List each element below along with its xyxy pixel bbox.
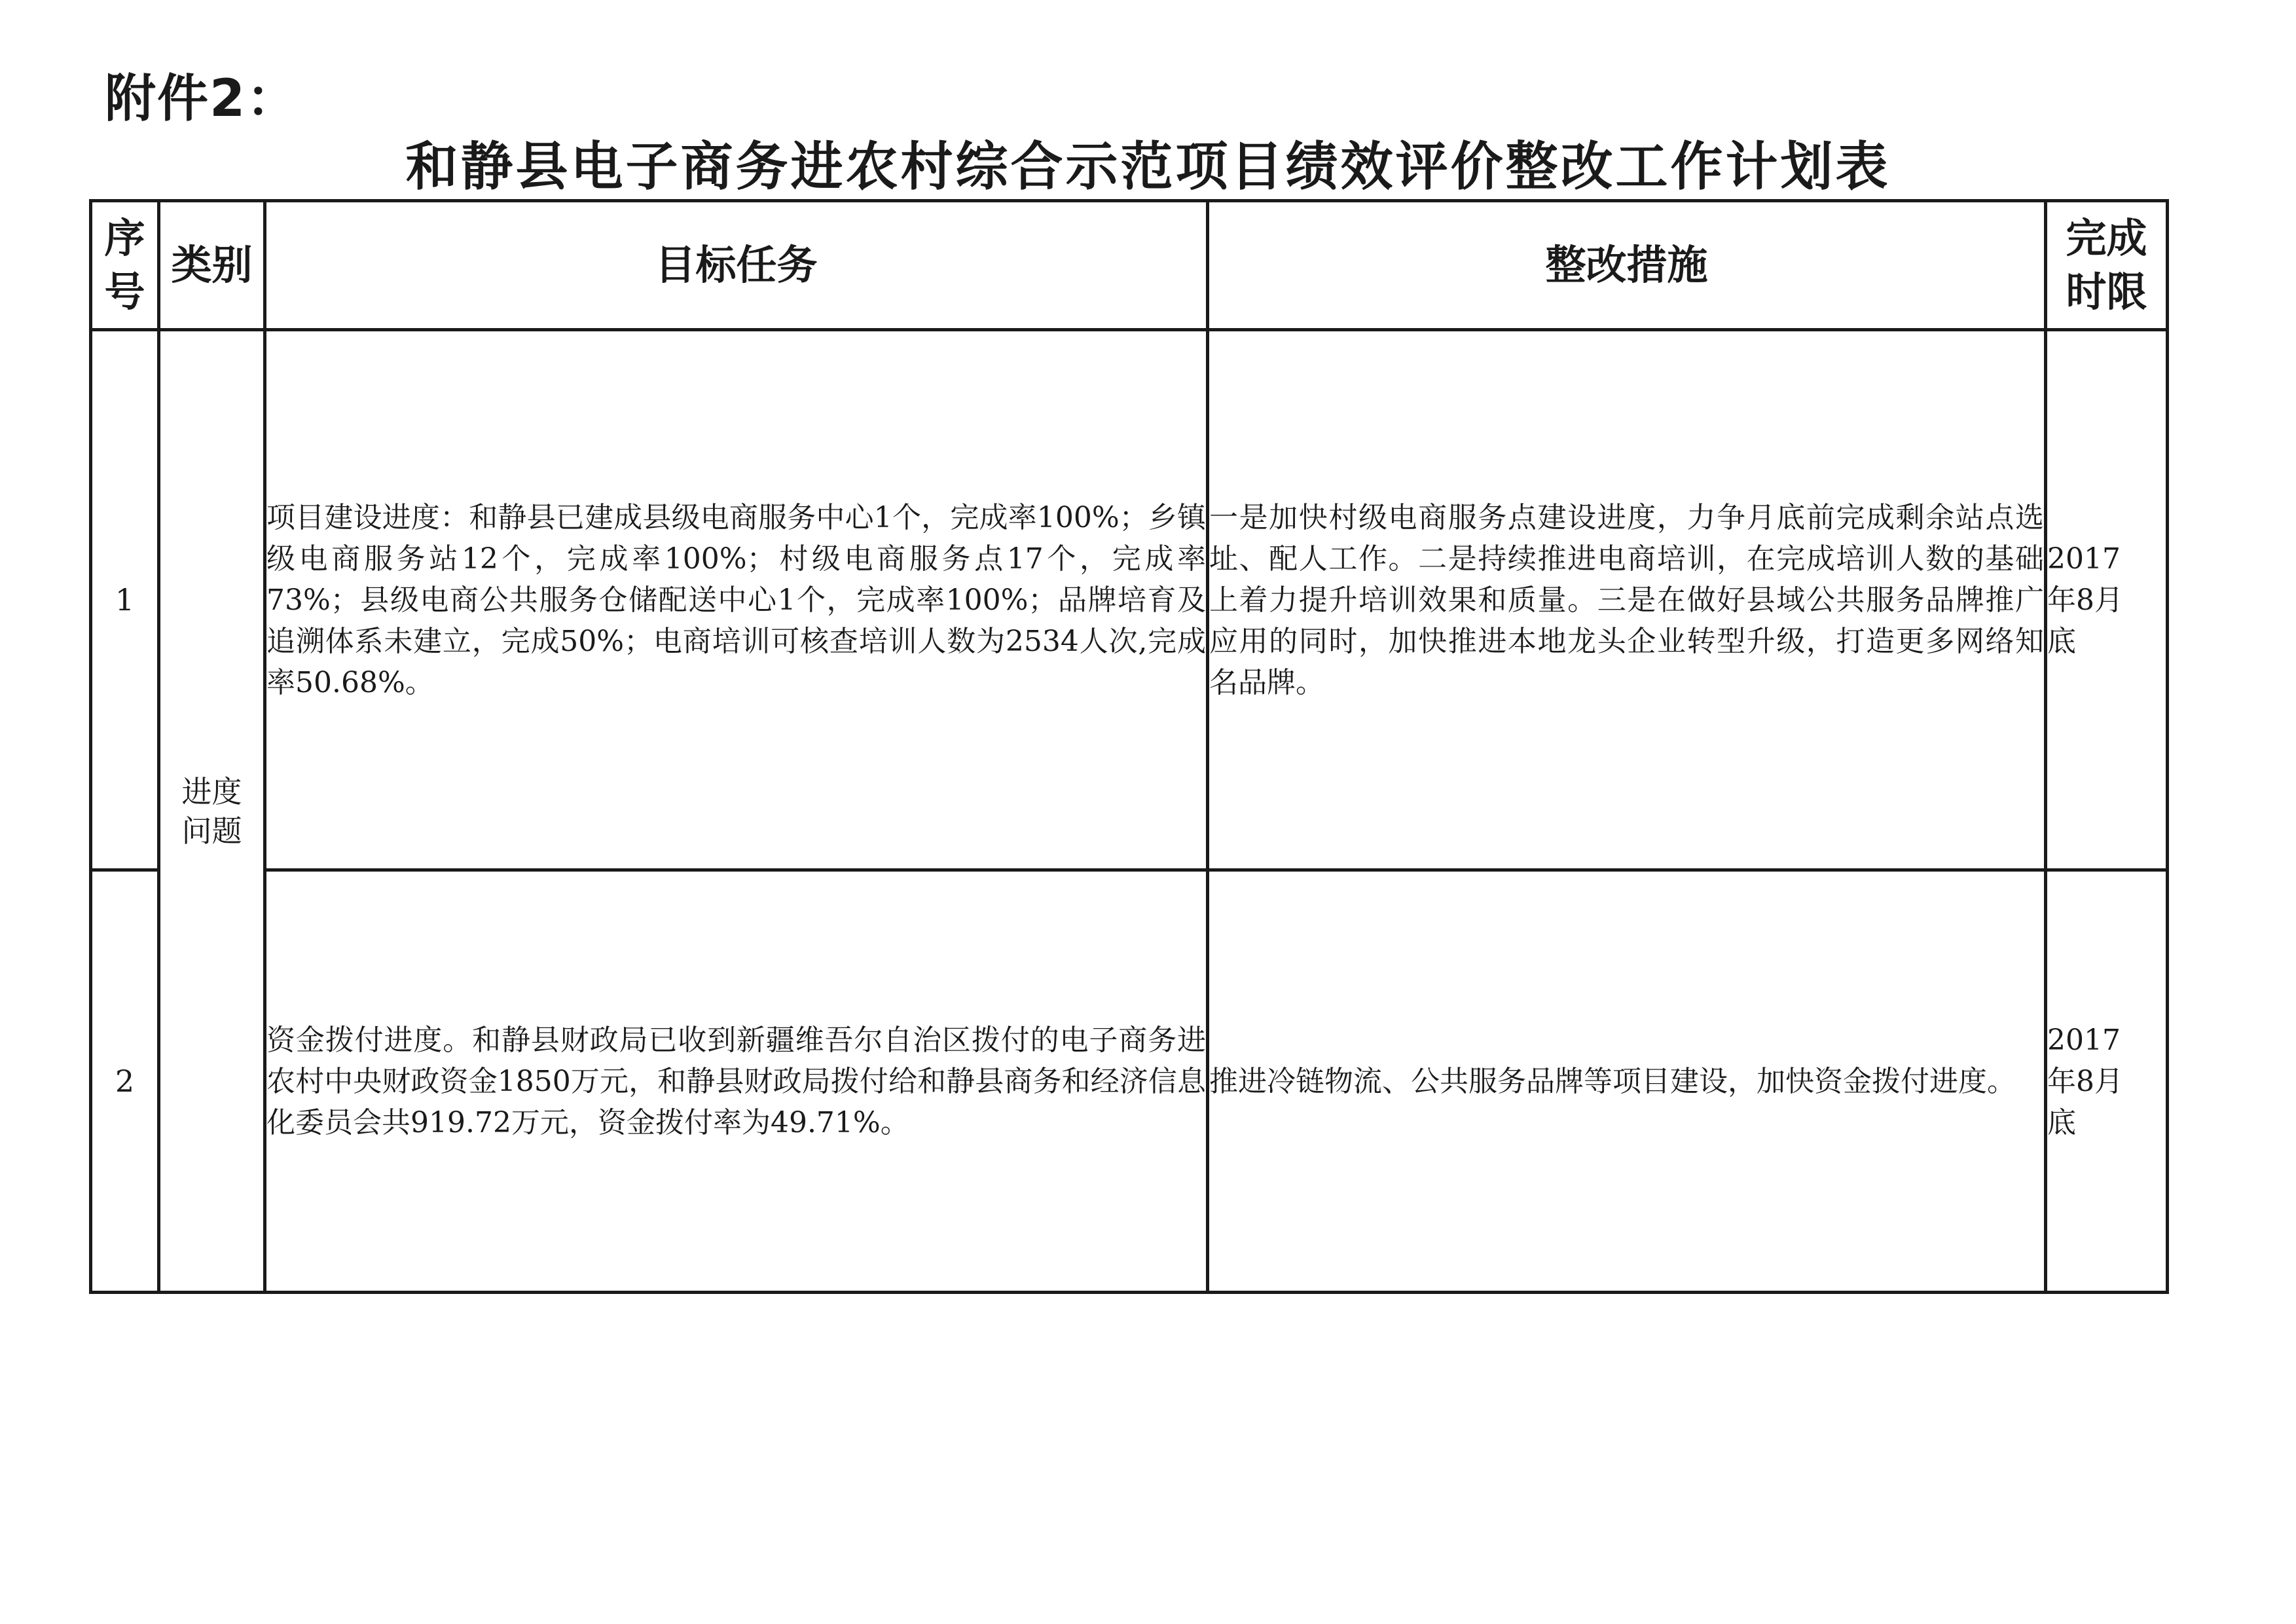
rectification-plan-table bbox=[89, 199, 2169, 1294]
header-seq: 序号 bbox=[91, 201, 159, 330]
header-category: 类别 bbox=[159, 201, 265, 330]
row-category: 进度问题 bbox=[159, 330, 265, 1293]
header-target: 目标任务 bbox=[265, 201, 1208, 330]
page-title: 和静县电子商务进农村综合示范项目绩效评价整改工作计划表 bbox=[405, 136, 1891, 197]
header-deadline: 完成时限 bbox=[2046, 201, 2168, 330]
row-deadline: 2017年8月底 bbox=[2046, 870, 2168, 1293]
attachment-label: 附件2： bbox=[105, 69, 299, 128]
table-header-row bbox=[91, 201, 2168, 330]
header-measures: 整改措施 bbox=[1208, 201, 2046, 330]
row-deadline: 2017年8月底 bbox=[2046, 330, 2168, 870]
table-row bbox=[91, 330, 2168, 870]
row-seq: 1 bbox=[91, 330, 159, 870]
row-target: 资金拨付进度。和静县财政局已收到新疆维吾尔自治区拨付的电子商务进农村中央财政资金1850万元，和静县财政局拨付给和静县商务和经济信息化委员会共919.72万元，资金拨付率为49.71%。 bbox=[265, 870, 1208, 1293]
row-target: 项目建设进度：和静县已建成县级电商服务中心1个，完成率100%；乡镇级电商服务站12个，完成率100%；村级电商服务点17个，完成率73%；县级电商公共服务仓储配送中心1个，完成率100%；品牌培育及追溯体系未建立，完成50%；电商培训可核查培训人数为2534人次,完成率50.68%。 bbox=[265, 330, 1208, 870]
row-measures: 推进冷链物流、公共服务品牌等项目建设，加快资金拨付进度。 bbox=[1208, 870, 2046, 1293]
table-row bbox=[91, 870, 2168, 1293]
row-measures: 一是加快村级电商服务点建设进度，力争月底前完成剩余站点选址、配人工作。二是持续推进电商培训，在完成培训人数的基础上着力提升培训效果和质量。三是在做好县域公共服务品牌推广应用的同时，加快推进本地龙头企业转型升级，打造更多网络知名品牌。 bbox=[1208, 330, 2046, 870]
row-seq: 2 bbox=[91, 870, 159, 1293]
